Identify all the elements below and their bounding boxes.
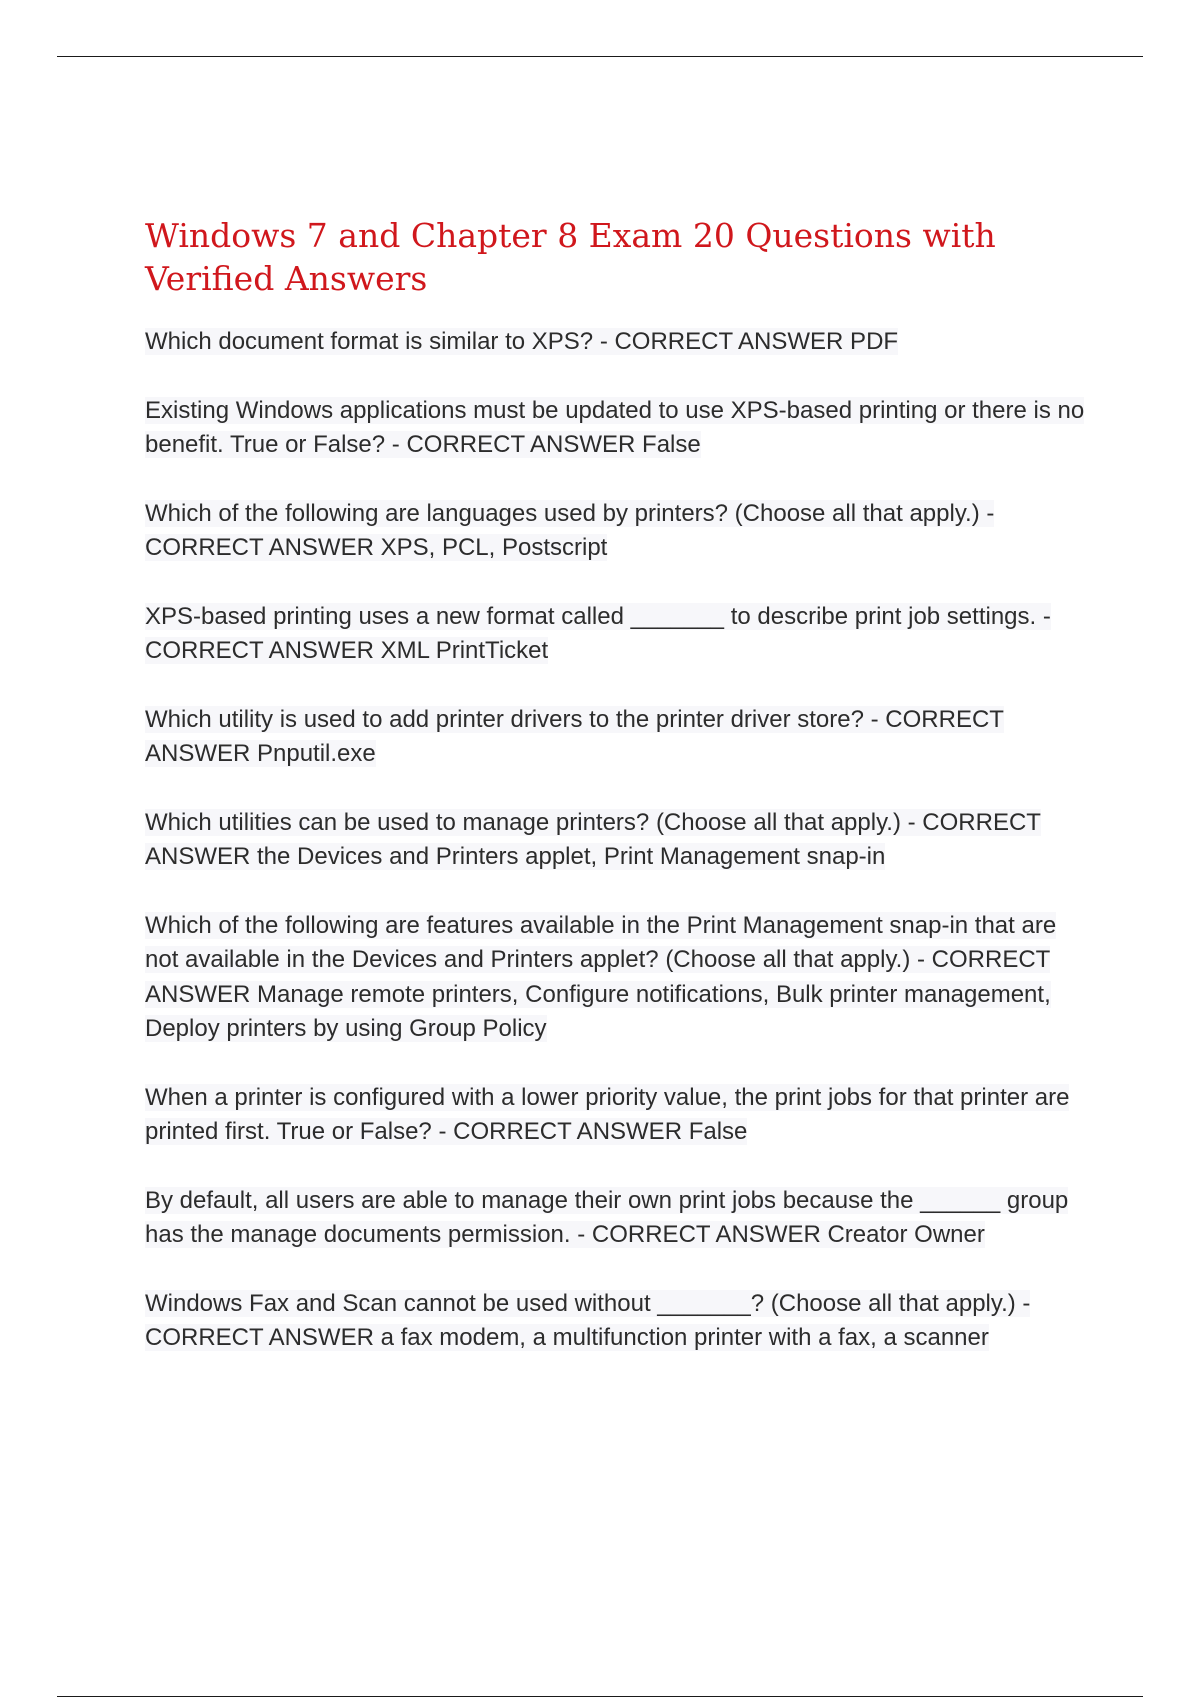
document-body	[145, 214, 1085, 1390]
qa-text: When a printer is configured with a lower priority value, the print jobs for that printer are printed first. True or False? - CORRECT ANSWER False	[145, 1083, 1070, 1145]
footer-rule	[57, 1696, 1143, 1697]
qa-text: Which of the following are languages used by printers? (Choose all that apply.) - CORRECT ANSWER XPS, PCL, Postscript	[145, 499, 995, 561]
qa-text: By default, all users are able to manage their own print jobs because the ______ group has the manage documents permission. - CORRECT ANSWER Creator Owner	[145, 1186, 1069, 1248]
qa-item-6	[145, 806, 1085, 875]
header-rule	[57, 56, 1143, 57]
document-title: Windows 7 and Chapter 8 Exam 20 Questions with Verified Answers	[145, 216, 996, 298]
qa-text: Windows Fax and Scan cannot be used without _______? (Choose all that apply.) - CORRECT ANSWER a fax modem, a multifunction printer with a fax, a scanner	[145, 1289, 1031, 1351]
qa-text: XPS-based printing uses a new format called _______ to describe print job settings. - CORRECT ANSWER XML PrintTicket	[145, 602, 1051, 664]
qa-item-2	[145, 394, 1085, 463]
qa-item-1	[145, 325, 1085, 360]
qa-item-4	[145, 600, 1085, 669]
qa-text: Which utilities can be used to manage printers? (Choose all that apply.) - CORRECT ANSWER the Devices and Printers applet, Print Management snap-in	[145, 808, 1041, 870]
qa-text: Which utility is used to add printer drivers to the printer driver store? - CORRECT ANSWER Pnputil.exe	[145, 705, 1004, 767]
qa-item-9	[145, 1184, 1085, 1253]
qa-text: Existing Windows applications must be updated to use XPS-based printing or there is no benefit. True or False? - CORRECT ANSWER False	[145, 396, 1085, 458]
qa-item-8	[145, 1081, 1085, 1150]
qa-text: Which document format is similar to XPS? - CORRECT ANSWER PDF	[145, 328, 899, 355]
qa-item-3	[145, 497, 1085, 566]
qa-text: Which of the following are features available in the Print Management snap-in that are not available in the Devices and Printers applet? (Choose all that apply.) - CORRECT ANSWER Manage remote printers, Configure notifications, Bulk printer management, Deploy printers by using Group Policy	[145, 911, 1057, 1042]
qa-item-5	[145, 703, 1085, 772]
qa-item-10	[145, 1287, 1085, 1356]
qa-item-7	[145, 909, 1085, 1047]
